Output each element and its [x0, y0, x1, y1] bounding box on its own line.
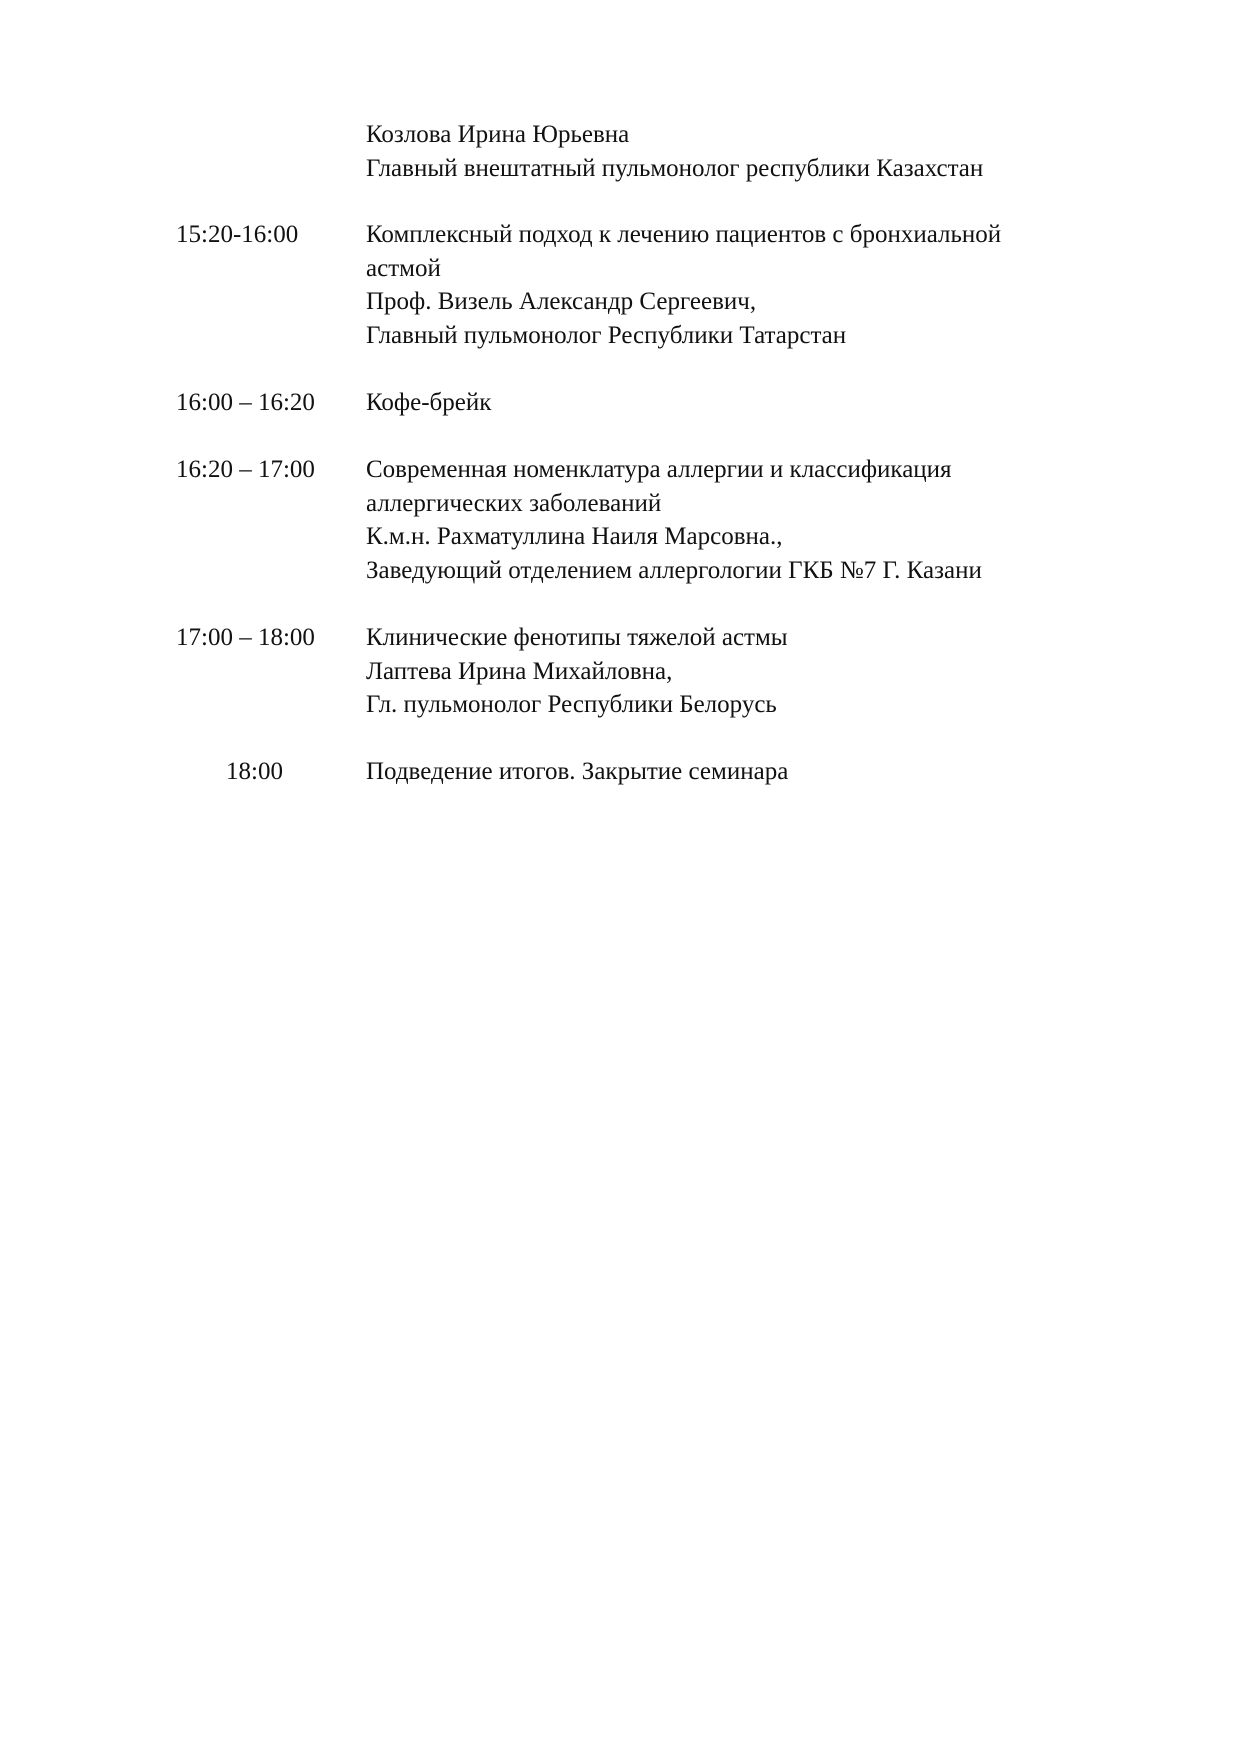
speaker-name: Проф. Визель Александр Сергеевич, — [366, 288, 757, 315]
speaker-position: Гл. пульмонолог Республики Белорусь — [366, 691, 777, 718]
session-content — [366, 453, 1126, 587]
session-title: Кофе-брейк — [366, 389, 492, 416]
speaker-name: Лаптева Ирина Михайловна, — [366, 657, 673, 685]
session-title: Современная номенклатура аллергии и классификация — [366, 456, 952, 483]
session-time: 16:20 – 17:00 — [176, 456, 315, 483]
session-content — [366, 621, 1126, 722]
speaker-name: К.м.н. Рахматуллина Наиля Марсовна., — [366, 523, 783, 550]
session-title-continued: аллергических заболеваний — [366, 489, 662, 517]
session-content — [366, 118, 1126, 185]
session-content — [366, 386, 1126, 420]
session-time: 18:00 — [226, 758, 283, 785]
speaker-position: Заведующий отделением аллергологии ГКБ №7 Г. Казани — [366, 556, 982, 584]
session-title: Комплексный подход к лечению пациентов с бронхиальной — [366, 221, 1002, 248]
session-title: Клинические фенотипы тяжелой астмы — [366, 624, 788, 651]
session-title-continued: астмой — [366, 254, 441, 282]
speaker-name: Козлова Ирина Юрьевна — [366, 121, 630, 148]
speaker-position: Главный внештатный пульмонолог республики Казахстан — [366, 154, 984, 182]
session-content — [366, 218, 1126, 352]
session-time: 16:00 – 16:20 — [176, 389, 315, 416]
session-time: 17:00 – 18:00 — [176, 624, 315, 651]
speaker-position: Главный пульмонолог Республики Татарстан — [366, 321, 847, 349]
session-time: 15:20-16:00 — [176, 221, 299, 248]
session-content — [366, 755, 1126, 789]
session-title: Подведение итогов. Закрытие семинара — [366, 758, 789, 785]
